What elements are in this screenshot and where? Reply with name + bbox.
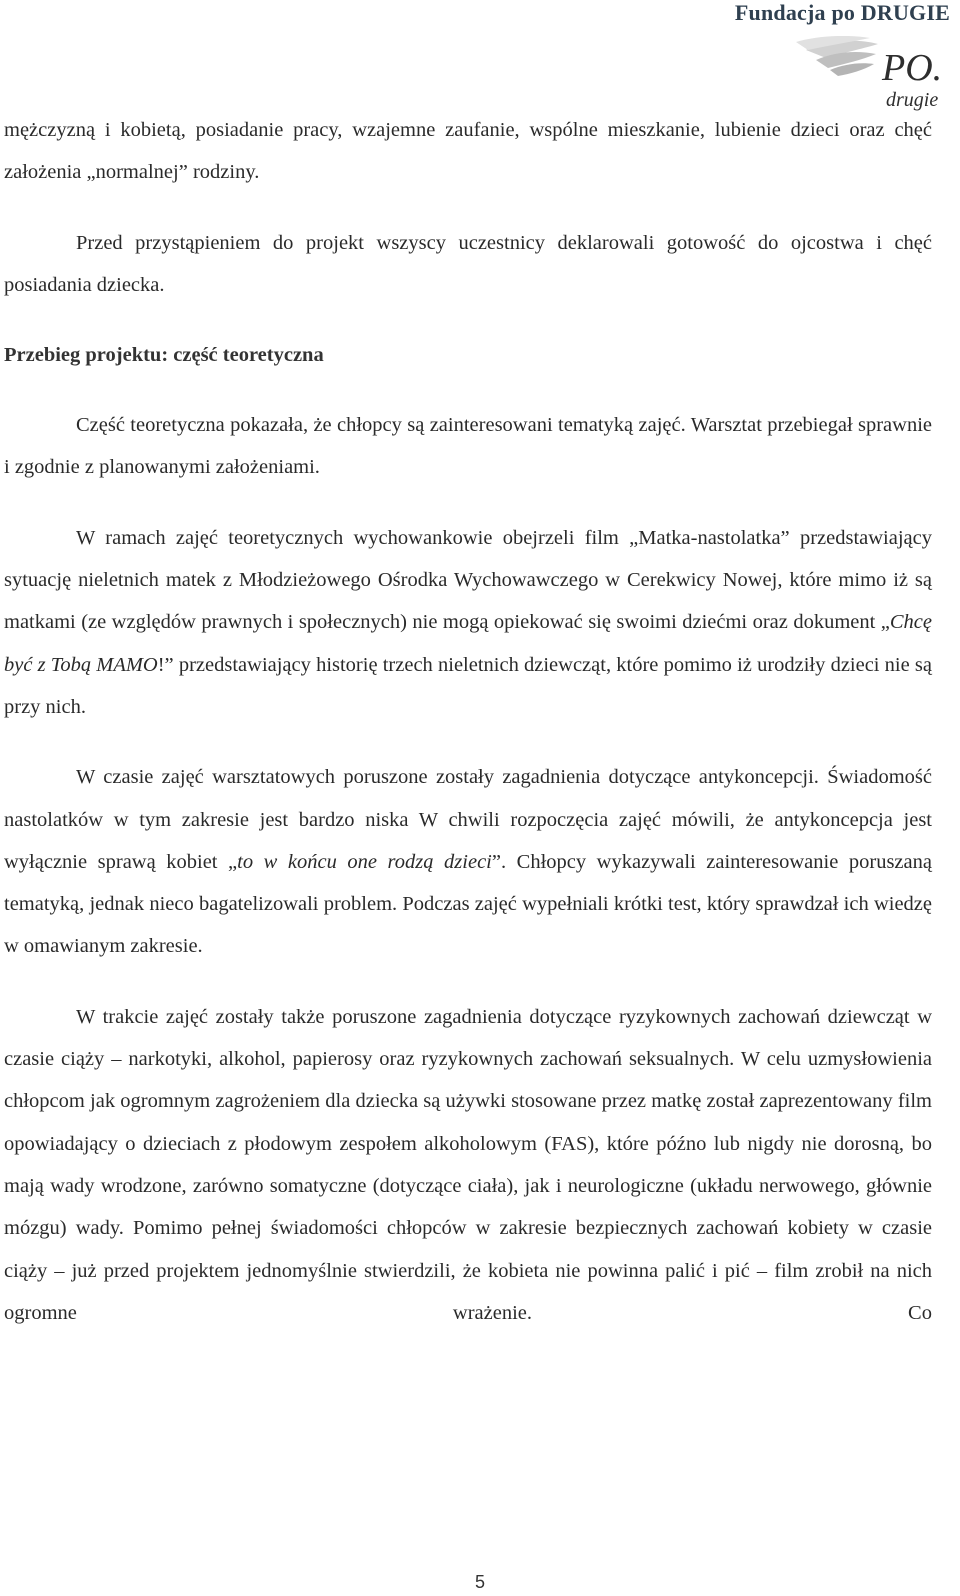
paragraph-3: Część teoretyczna pokazała, że chłopcy są zainteresowani tematyką zajęć. Warsztat przebiegał sprawnie i zgodnie z planowanymi założeniami. — [4, 414, 932, 479]
header-title: Fundacja po DRUGIE — [734, 0, 950, 25]
document-body — [4, 109, 932, 1334]
paragraph-6: W trakcie zajęć zostały także poruszone zagadnienia dotyczące ryzykownych zachowań dziewcząt w czasie ciąży – narkotyki, alkohol, papierosy oraz ryzykownych zachowań seksualnych. W celu uzmysłowienia chłopcom jak ogromnym zagrożeniem dla dziecka są używki stosowane przez matkę został zaprezentowany film opowiadający o dzieciach z płodowym zespołem alkoholowym (FAS), które późno lub nigdy nie dorosną, bo mają wady wrodzone, zarówno somatyczne (dotyczące ciała), jak i neurologiczne (układu nerwowego, głównie mózgu) wady. Pomimo pełnej świadomości chłopców w zakresie bezpiecznych zachowań kobiety w czasie ciąży – już przed projektem jednomyślnie stwierdzili, że kobieta nie powinna palić i pić – film zrobił na nich ogromne wrażenie. Co — [4, 1005, 932, 1324]
paragraph-5 — [4, 756, 932, 967]
section-heading: Przebieg projektu: część teoretyczna — [4, 344, 324, 367]
page-number: 5 — [474, 1572, 485, 1592]
paragraph-1: mężczyzną i kobietą, posiadanie pracy, wzajemne zaufanie, wspólne mieszkanie, lubienie dzieci oraz chęć założenia „normalnej” rodziny. — [4, 119, 932, 184]
quote-italic: to w końcu one rodzą dzieci — [237, 850, 492, 873]
logo — [786, 36, 946, 116]
logo-text-main: PO. — [882, 47, 943, 89]
film-title: Chcę być z Tobą MAMO — [4, 611, 932, 676]
paragraph-5-text-a: W czasie zajęć warsztatowych poruszone zostały zagadnienia dotyczące antykoncepcji. Świadomość nastolatków w tym zakresie jest bardzo niska W chwili rozpoczęcia zajęć mówili, że antykoncepcja jest wyłącznie sprawą kobiet „ — [4, 766, 932, 873]
paragraph-4 — [4, 517, 932, 728]
logo-text-sub: drugie — [886, 89, 939, 111]
paragraph-4-text-a: W ramach zajęć teoretycznych wychowankowie obejrzeli film „Matka-nastolatka” przedstawiający sytuację nieletnich matek z Młodzieżowego Ośrodka Wychowawczego w Cerekwicy Nowej, które mimo iż są matkami (ze względów prawnych i społecznych) nie mogą opiekować się swoimi dziećmi oraz dokument „ — [4, 526, 932, 634]
paragraph-2: Przed przystąpieniem do projekt wszyscy uczestnicy deklarowali gotowość do ojcostwa i chęć posiadania dziecka. — [4, 231, 932, 296]
paragraph-4-text-b: !” przedstawiający historię trzech nieletnich dziewcząt, które pomimo iż urodziły dzieci nie są przy nich. — [4, 653, 932, 718]
paragraph-5-text-b: ”. Chłopcy wykazywali zainteresowanie poruszaną tematyką, jednak nieco bagatelizowali problem. Podczas zajęć wypełniali krótki test, który sprawdzał ich wiedzę w omawianym zakresie. — [4, 850, 932, 958]
